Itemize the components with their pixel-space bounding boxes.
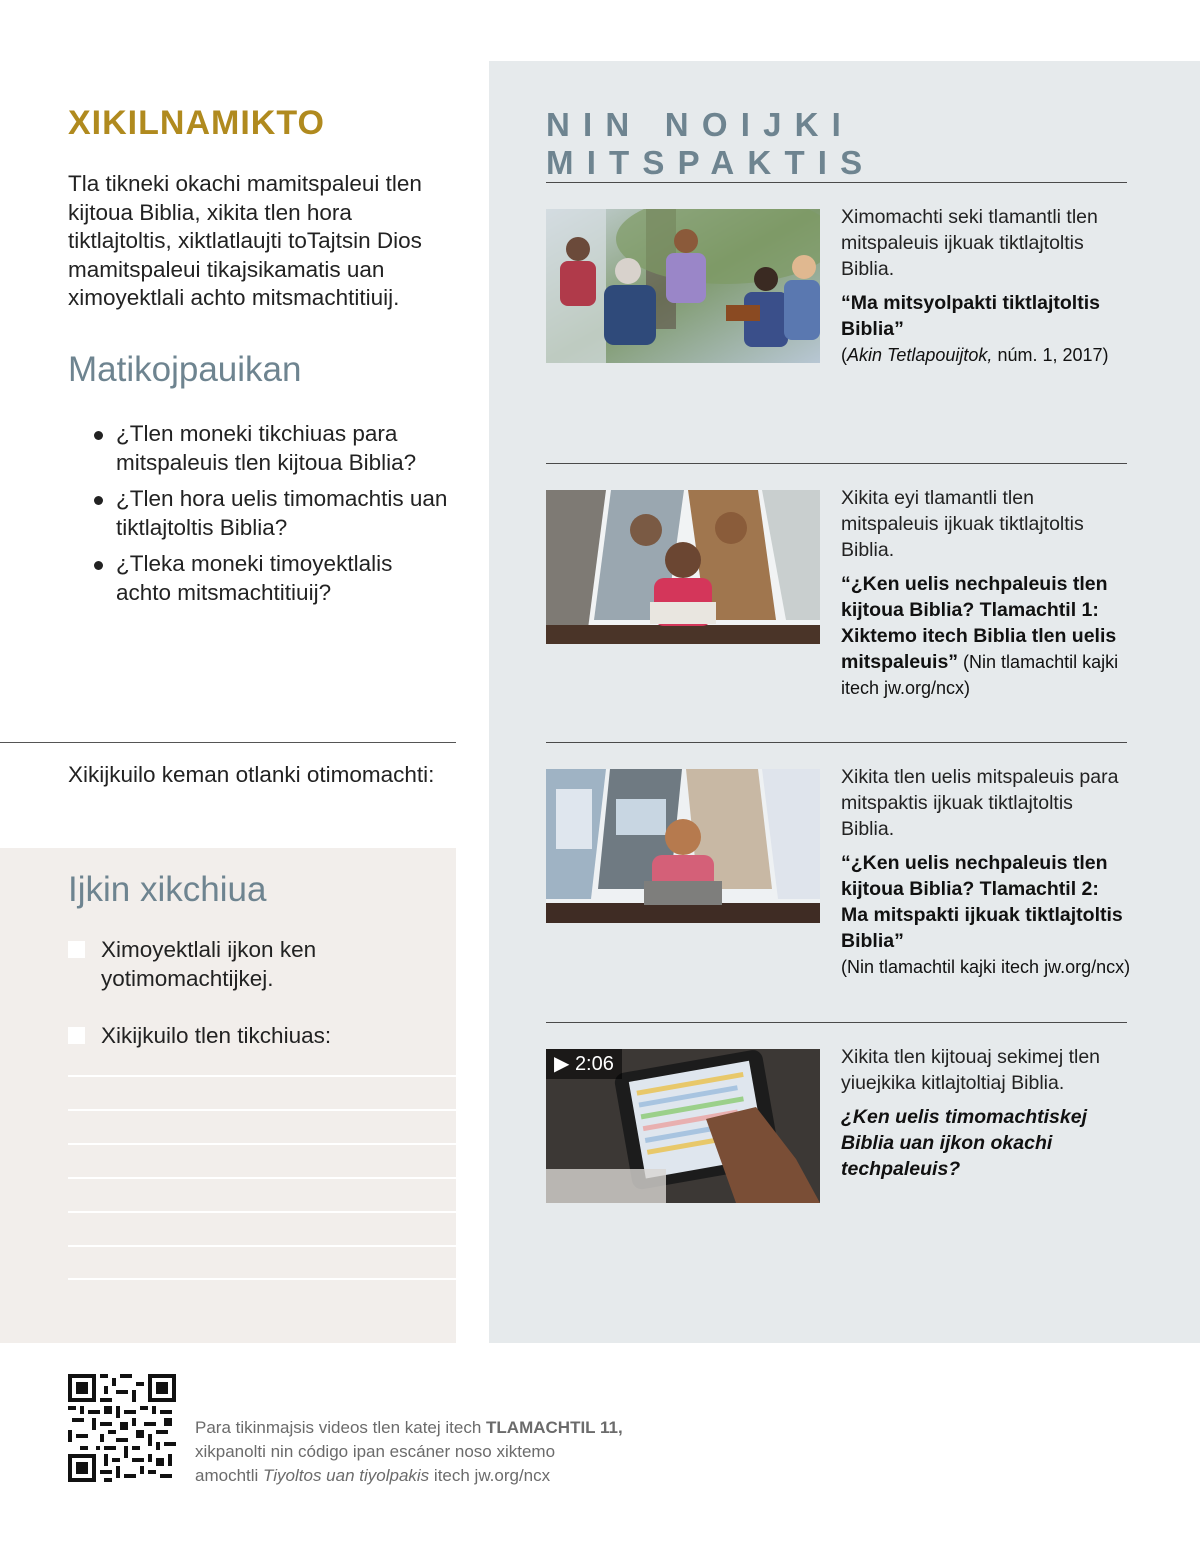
todo-checkbox[interactable]: [68, 1027, 85, 1044]
learn-more-item: [841, 204, 1131, 368]
item-description: Ximomachti seki tlamantli tlen mitspaleuis ijkuak tiktlajtoltis Biblia.: [841, 206, 1098, 280]
article-reference: (Nin tlamachtil kajki itech jw.org/ncx): [841, 957, 1131, 977]
learn-more-item: [841, 1044, 1131, 1182]
writing-line[interactable]: [68, 1245, 456, 1247]
section-divider: [0, 742, 456, 743]
footer-note: Para tikinmajsis videos tlen katej itech TLAMACHTIL 11, xikpanolti nin código ipan escáner noso xiktemo amochtli Tiyoltos uan tiyolpakis itech jw.org/ncx: [195, 1418, 623, 1485]
question-item: ¿Tlen hora uelis timomachtis uan tiktlajtoltis Biblia?: [92, 485, 452, 542]
article-title-link[interactable]: “¿Ken uelis nechpaleuis tlen kijtoua Biblia? Tlamachtil 1: Xiktemo itech Biblia tlen uelis mitspaleuis” (Nin tlamachtil kajki itech jw.org/ncx): [841, 573, 1119, 698]
section-divider: [546, 463, 1127, 464]
todo-checkbox[interactable]: [68, 941, 85, 958]
article-thumbnail[interactable]: [546, 769, 820, 923]
video-thumbnail[interactable]: [546, 1049, 820, 1203]
video-title-link[interactable]: ¿Ken uelis timomachtiskej Biblia uan ijkon okachi techpaleuis?: [841, 1106, 1087, 1180]
writing-line[interactable]: [68, 1109, 456, 1111]
item-description: Xikita tlen kijtouaj sekimej tlen yiuejkika kitlajtoltiaj Biblia.: [841, 1046, 1101, 1094]
learn-more-item: [841, 485, 1131, 701]
boy-reading-bible-image: [546, 490, 820, 644]
section-divider: [546, 182, 1127, 183]
writing-line[interactable]: [68, 1211, 456, 1213]
video-duration-badge: ▶ 2:06: [546, 1049, 622, 1079]
writing-line[interactable]: [68, 1143, 456, 1145]
writing-line[interactable]: [68, 1177, 456, 1179]
qr-code-icon[interactable]: [68, 1374, 176, 1482]
learn-more-heading: NIN NOIJKI MITSPAKTIS: [546, 106, 876, 181]
article-thumbnail[interactable]: [546, 490, 820, 644]
todo-label: Xikijkuilo tlen tikchiuas:: [101, 1023, 332, 1048]
todo-item[interactable]: [68, 1022, 448, 1051]
questions-list: [92, 420, 452, 615]
todo-heading: Ijkin xikchiua: [68, 870, 267, 909]
article-title-link[interactable]: “¿Ken uelis nechpaleuis tlen kijtoua Biblia? Tlamachtil 2: Ma mitspakti ijkuak tiktlajtoltis Biblia”: [841, 852, 1123, 952]
todo-label: Ximoyektlali ijkon ken yotimomachtijkej.: [101, 937, 317, 991]
question-item: ¿Tlen moneki tikchiuas para mitspaleuis tlen kijtoua Biblia?: [92, 420, 452, 477]
article-reference: (Nin tlamachtil kajki itech jw.org/ncx): [841, 652, 1119, 698]
notes-prompt: Xikijkuilo keman otlanki otimomachti:: [68, 762, 435, 787]
article-thumbnail[interactable]: [546, 209, 820, 363]
writing-line[interactable]: [68, 1075, 456, 1077]
item-description: Xikita tlen uelis mitspaleuis para mitspaktis ijkuak tiktlajtoltis Biblia.: [841, 766, 1119, 840]
people-reading-image: [546, 209, 820, 363]
learn-more-item: [841, 764, 1131, 980]
article-reference: (Akin Tetlapouijtok, núm. 1, 2017): [841, 345, 1109, 365]
summary-text: Tla tikneki okachi mamitspaleui tlen kijtoua Biblia, xikita tlen hora tiktlajtoltis, xiktlatlaujti toTajtsin Dios mamitspaleui tikajsikamatis uan ximoyektlali achto mitsmachtitiuij.: [68, 171, 422, 310]
article-title-link[interactable]: “Ma mitsyolpakti tiktlajtoltis Biblia”: [841, 292, 1100, 340]
section-divider: [546, 1022, 1127, 1023]
section-divider: [546, 742, 1127, 743]
summary-heading: XIKILNAMIKTO: [68, 104, 325, 142]
writing-line[interactable]: [68, 1278, 456, 1280]
question-item: ¿Tleka moneki timoyektlalis achto mitsmachtitiuij?: [92, 550, 452, 607]
item-description: Xikita eyi tlamantli tlen mitspaleuis ijkuak tiktlajtoltis Biblia.: [841, 487, 1084, 561]
todo-panel: [0, 848, 456, 1343]
todo-item[interactable]: [68, 936, 448, 993]
girl-reading-bible-image: [546, 769, 820, 923]
questions-heading: Matikojpauikan: [68, 350, 302, 389]
